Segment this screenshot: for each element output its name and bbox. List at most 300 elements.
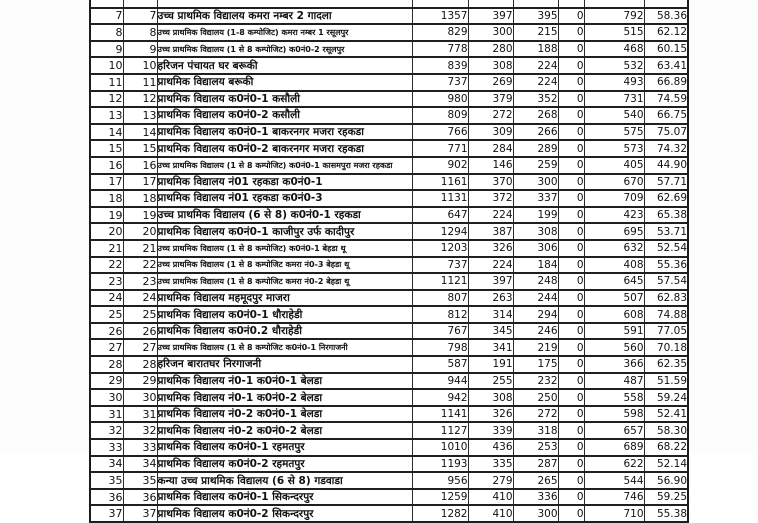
value-cell: 0 bbox=[558, 439, 584, 456]
value-cell: 0 bbox=[558, 422, 584, 439]
value-cell: 622 bbox=[584, 456, 644, 473]
value-cell: 1193 bbox=[412, 456, 468, 473]
value-cell: 244 bbox=[513, 290, 558, 307]
value-cell: 778 bbox=[412, 41, 468, 58]
value-cell: 645 bbox=[584, 273, 644, 290]
value-cell: 0 bbox=[558, 373, 584, 390]
value-cell: 345 bbox=[468, 323, 513, 340]
table-row bbox=[90, 505, 688, 522]
serial-number-repeat-cell: 20 bbox=[123, 223, 157, 240]
table-row bbox=[90, 91, 688, 108]
table-row bbox=[90, 456, 688, 473]
value-cell: 1161 bbox=[412, 174, 468, 191]
value-cell: 0 bbox=[558, 505, 584, 522]
value-cell: 70.18 bbox=[644, 339, 688, 356]
value-cell: 58.30 bbox=[644, 422, 688, 439]
value-cell: 0 bbox=[558, 323, 584, 340]
station-name-cell: प्राथमिक विद्यालय क0नं0-2 रहमतपुर bbox=[157, 456, 412, 473]
value-cell: 53.71 bbox=[644, 223, 688, 240]
serial-number-repeat-cell: 32 bbox=[123, 422, 157, 439]
station-name-cell: हरिजन बारातघर निरगाजनी bbox=[157, 356, 412, 373]
value-cell: 248 bbox=[513, 273, 558, 290]
value-cell: 410 bbox=[468, 489, 513, 506]
value-cell: 1259 bbox=[412, 489, 468, 506]
value-cell: 266 bbox=[513, 124, 558, 141]
table-row bbox=[90, 207, 688, 224]
value-cell: 263 bbox=[468, 290, 513, 307]
table-row bbox=[90, 174, 688, 191]
station-name-cell bbox=[157, 0, 412, 8]
value-cell: 55.38 bbox=[644, 505, 688, 522]
value-cell: 436 bbox=[468, 439, 513, 456]
value-cell: 980 bbox=[412, 91, 468, 108]
serial-number-repeat-cell: 31 bbox=[123, 406, 157, 423]
serial-number-cell: 35 bbox=[90, 472, 123, 489]
station-name-cell: प्राथमिक विद्यालय नं01 रहकडा क0नं0-1 bbox=[157, 174, 412, 191]
serial-number-cell: 16 bbox=[90, 157, 123, 174]
value-cell: 51.59 bbox=[644, 373, 688, 390]
value-cell: 265 bbox=[513, 472, 558, 489]
value-cell: 0 bbox=[558, 290, 584, 307]
serial-number-repeat-cell: 16 bbox=[123, 157, 157, 174]
value-cell: 318 bbox=[513, 422, 558, 439]
value-cell: 336 bbox=[513, 489, 558, 506]
serial-number-repeat-cell: 10 bbox=[123, 57, 157, 74]
serial-number-cell: 8 bbox=[90, 24, 123, 41]
table-row bbox=[90, 57, 688, 74]
value-cell: 188 bbox=[513, 41, 558, 58]
table-row bbox=[90, 373, 688, 390]
serial-number-repeat-cell: 24 bbox=[123, 290, 157, 307]
value-cell: 798 bbox=[412, 339, 468, 356]
serial-number-cell: 27 bbox=[90, 339, 123, 356]
value-cell: 59.24 bbox=[644, 389, 688, 406]
station-name-cell: प्राथमिक विद्यालय नं0-2 क0नं0-2 बेलडा bbox=[157, 422, 412, 439]
serial-number-repeat-cell: 19 bbox=[123, 207, 157, 224]
station-name-cell: प्राथमिक विद्यालय क0नं0-1 बाकरनगर मजरा रहकडा bbox=[157, 124, 412, 141]
value-cell: 632 bbox=[584, 240, 644, 257]
value-cell: 0 bbox=[558, 91, 584, 108]
value-cell: 0 bbox=[558, 190, 584, 207]
table-row bbox=[90, 8, 688, 25]
value-cell: 0 bbox=[558, 174, 584, 191]
serial-number-repeat-cell: 27 bbox=[123, 339, 157, 356]
serial-number-cell: 17 bbox=[90, 174, 123, 191]
value-cell: 62.12 bbox=[644, 24, 688, 41]
table-row bbox=[90, 422, 688, 439]
value-cell: 74.59 bbox=[644, 91, 688, 108]
value-cell: 279 bbox=[468, 472, 513, 489]
table-row bbox=[90, 439, 688, 456]
serial-number-repeat-cell: 30 bbox=[123, 389, 157, 406]
station-name-cell: हरिजन पंचायत घर बरूकी bbox=[157, 57, 412, 74]
value-cell: 956 bbox=[412, 472, 468, 489]
serial-number-cell: 19 bbox=[90, 207, 123, 224]
station-name-cell: उच्च प्राथमिक विद्यालय (1 से 8 कम्पोजिट क0नं0-1 निरगाजनी bbox=[157, 339, 412, 356]
value-cell: 387 bbox=[468, 223, 513, 240]
serial-number-cell: 12 bbox=[90, 91, 123, 108]
value-cell: 44.90 bbox=[644, 157, 688, 174]
station-name-cell: प्राथमिक विद्यालय क0नं0.2 धौराहेडी bbox=[157, 323, 412, 340]
value-cell: 269 bbox=[468, 74, 513, 91]
value-cell: 66.75 bbox=[644, 107, 688, 124]
station-name-cell: उच्च प्राथमिक विद्यालय (6 से 8) क0नं0-1 रहकडा bbox=[157, 207, 412, 224]
table-row bbox=[90, 24, 688, 41]
value-cell: 63.41 bbox=[644, 57, 688, 74]
value-cell: 731 bbox=[584, 91, 644, 108]
value-cell: 468 bbox=[584, 41, 644, 58]
station-name-cell: प्राथमिक विद्यालय क0नं0-1 काजीपुर उर्फ कादीपुर bbox=[157, 223, 412, 240]
value-cell: 0 bbox=[558, 57, 584, 74]
value-cell: 746 bbox=[584, 489, 644, 506]
value-cell: 224 bbox=[468, 207, 513, 224]
value-cell: 372 bbox=[468, 190, 513, 207]
serial-number-cell: 23 bbox=[90, 273, 123, 290]
serial-number-cell: 33 bbox=[90, 439, 123, 456]
table-row bbox=[90, 223, 688, 240]
value-cell: 560 bbox=[584, 339, 644, 356]
value-cell: 300 bbox=[513, 505, 558, 522]
serial-number-repeat-cell: 9 bbox=[123, 41, 157, 58]
value-cell: 0 bbox=[558, 74, 584, 91]
value-cell: 68.22 bbox=[644, 439, 688, 456]
serial-number-repeat-cell: 14 bbox=[123, 124, 157, 141]
station-name-cell: प्राथमिक विद्यालय क0नं0-1 धौराहेडी bbox=[157, 306, 412, 323]
value-cell: 544 bbox=[584, 472, 644, 489]
serial-number-cell: 11 bbox=[90, 74, 123, 91]
serial-number-repeat-cell: 23 bbox=[123, 273, 157, 290]
serial-number-repeat-cell: 13 bbox=[123, 107, 157, 124]
value-cell: 1141 bbox=[412, 406, 468, 423]
value-cell: 0 bbox=[558, 257, 584, 274]
serial-number-repeat-cell: 26 bbox=[123, 323, 157, 340]
serial-number-repeat-cell: 8 bbox=[123, 24, 157, 41]
serial-number-cell bbox=[90, 0, 123, 8]
value-cell: 232 bbox=[513, 373, 558, 390]
value-cell: 1121 bbox=[412, 273, 468, 290]
value-cell: 0 bbox=[558, 140, 584, 157]
station-name-cell: उच्च प्राथमिक विद्यालय (1 से 8 कम्पोजिट कमरा नं0-3 बेहडा थू bbox=[157, 257, 412, 274]
serial-number-cell: 32 bbox=[90, 422, 123, 439]
value-cell: 259 bbox=[513, 157, 558, 174]
value-cell: 532 bbox=[584, 57, 644, 74]
value-cell: 771 bbox=[412, 140, 468, 157]
value-cell: 0 bbox=[558, 472, 584, 489]
value-cell: 423 bbox=[584, 207, 644, 224]
value-cell: 0 bbox=[558, 157, 584, 174]
value-cell: 670 bbox=[584, 174, 644, 191]
value-cell: 52.54 bbox=[644, 240, 688, 257]
value-cell: 657 bbox=[584, 422, 644, 439]
serial-number-repeat-cell bbox=[123, 0, 157, 8]
value-cell: 272 bbox=[468, 107, 513, 124]
value-cell: 839 bbox=[412, 57, 468, 74]
value-cell: 0 bbox=[558, 207, 584, 224]
value-cell: 591 bbox=[584, 323, 644, 340]
serial-number-cell: 24 bbox=[90, 290, 123, 307]
value-cell: 709 bbox=[584, 190, 644, 207]
station-name-cell: उच्च प्राथमिक विद्यालय (1 से 8 कम्पोजिट कमरा नं0-2 बेहडा थू bbox=[157, 273, 412, 290]
value-cell: 52.14 bbox=[644, 456, 688, 473]
table-row bbox=[90, 0, 688, 8]
station-name-cell: प्राथमिक विद्यालय महमूदपुर माजरा bbox=[157, 290, 412, 307]
value-cell: 598 bbox=[584, 406, 644, 423]
value-cell: 308 bbox=[468, 57, 513, 74]
value-cell: 573 bbox=[584, 140, 644, 157]
value-cell: 272 bbox=[513, 406, 558, 423]
table-row bbox=[90, 74, 688, 91]
value-cell: 942 bbox=[412, 389, 468, 406]
value-cell: 56.90 bbox=[644, 472, 688, 489]
value-cell: 515 bbox=[584, 24, 644, 41]
serial-number-repeat-cell: 21 bbox=[123, 240, 157, 257]
table-row bbox=[90, 489, 688, 506]
value-cell: 250 bbox=[513, 389, 558, 406]
serial-number-repeat-cell: 25 bbox=[123, 306, 157, 323]
value-cell: 306 bbox=[513, 240, 558, 257]
station-name-cell: प्राथमिक विद्यालय क0नं0-2 कसौली bbox=[157, 107, 412, 124]
value-cell: 366 bbox=[584, 356, 644, 373]
value-cell: 575 bbox=[584, 124, 644, 141]
table-row bbox=[90, 190, 688, 207]
serial-number-cell: 25 bbox=[90, 306, 123, 323]
serial-number-cell: 29 bbox=[90, 373, 123, 390]
serial-number-cell: 9 bbox=[90, 41, 123, 58]
value-cell: 807 bbox=[412, 290, 468, 307]
serial-number-repeat-cell: 34 bbox=[123, 456, 157, 473]
value-cell: 408 bbox=[584, 257, 644, 274]
serial-number-cell: 26 bbox=[90, 323, 123, 340]
station-name-cell: प्राथमिक विद्यालय नं01 रहकडा क0नं0-3 bbox=[157, 190, 412, 207]
value-cell: 395 bbox=[513, 8, 558, 25]
value-cell: 74.32 bbox=[644, 140, 688, 157]
serial-number-repeat-cell: 29 bbox=[123, 373, 157, 390]
station-name-cell: प्राथमिक विद्यालय क0नं0-1 कसौली bbox=[157, 91, 412, 108]
station-name-cell: प्राथमिक विद्यालय क0नं0-2 सिकन्दरपुर bbox=[157, 505, 412, 522]
serial-number-repeat-cell: 11 bbox=[123, 74, 157, 91]
value-cell: 175 bbox=[513, 356, 558, 373]
value-cell bbox=[558, 0, 584, 8]
value-cell: 62.69 bbox=[644, 190, 688, 207]
value-cell: 253 bbox=[513, 439, 558, 456]
serial-number-repeat-cell: 15 bbox=[123, 140, 157, 157]
serial-number-cell: 15 bbox=[90, 140, 123, 157]
value-cell: 587 bbox=[412, 356, 468, 373]
value-cell: 405 bbox=[584, 157, 644, 174]
station-name-cell: प्राथमिक विद्यालय नं0-2 क0नं0-1 बेलडा bbox=[157, 406, 412, 423]
table-row bbox=[90, 290, 688, 307]
value-cell: 370 bbox=[468, 174, 513, 191]
table-row bbox=[90, 339, 688, 356]
station-name-cell: प्राथमिक विद्यालय नं0-1 क0नं0-1 बेलडा bbox=[157, 373, 412, 390]
serial-number-repeat-cell: 28 bbox=[123, 356, 157, 373]
serial-number-repeat-cell: 18 bbox=[123, 190, 157, 207]
value-cell bbox=[468, 0, 513, 8]
value-cell: 300 bbox=[468, 24, 513, 41]
value-cell: 0 bbox=[558, 24, 584, 41]
table-row bbox=[90, 140, 688, 157]
table-body bbox=[90, 0, 688, 522]
value-cell: 341 bbox=[468, 339, 513, 356]
value-cell bbox=[584, 0, 644, 8]
value-cell: 540 bbox=[584, 107, 644, 124]
value-cell: 812 bbox=[412, 306, 468, 323]
value-cell: 335 bbox=[468, 456, 513, 473]
station-name-cell: उच्च प्राथमिक विद्यालय (1 से 8 कम्पोजिट) क0नं0-1 बेहडा थू bbox=[157, 240, 412, 257]
value-cell: 0 bbox=[558, 389, 584, 406]
value-cell: 487 bbox=[584, 373, 644, 390]
value-cell: 224 bbox=[513, 74, 558, 91]
value-cell: 410 bbox=[468, 505, 513, 522]
table-row bbox=[90, 472, 688, 489]
value-cell bbox=[412, 0, 468, 8]
value-cell: 224 bbox=[468, 257, 513, 274]
serial-number-cell: 34 bbox=[90, 456, 123, 473]
polling-station-table bbox=[89, 0, 689, 523]
value-cell: 219 bbox=[513, 339, 558, 356]
value-cell: 289 bbox=[513, 140, 558, 157]
value-cell: 695 bbox=[584, 223, 644, 240]
value-cell: 397 bbox=[468, 273, 513, 290]
station-name-cell: उच्च प्राथमिक विद्यालय कमरा नम्बर 2 गादला bbox=[157, 8, 412, 25]
value-cell: 74.88 bbox=[644, 306, 688, 323]
value-cell bbox=[644, 0, 688, 8]
value-cell: 268 bbox=[513, 107, 558, 124]
serial-number-cell: 10 bbox=[90, 57, 123, 74]
value-cell: 0 bbox=[558, 306, 584, 323]
value-cell: 507 bbox=[584, 290, 644, 307]
value-cell: 737 bbox=[412, 74, 468, 91]
serial-number-repeat-cell: 36 bbox=[123, 489, 157, 506]
value-cell: 308 bbox=[513, 223, 558, 240]
table-row bbox=[90, 323, 688, 340]
value-cell: 0 bbox=[558, 456, 584, 473]
value-cell: 77.05 bbox=[644, 323, 688, 340]
value-cell: 55.36 bbox=[644, 257, 688, 274]
value-cell: 326 bbox=[468, 240, 513, 257]
station-name-cell: उच्च प्राथमिक विद्यालय (1 से 8 कम्पोजिट) क0नं0-2 रसूलपुर bbox=[157, 41, 412, 58]
value-cell: 1131 bbox=[412, 190, 468, 207]
value-cell: 0 bbox=[558, 406, 584, 423]
value-cell: 314 bbox=[468, 306, 513, 323]
value-cell: 558 bbox=[584, 389, 644, 406]
station-name-cell: प्राथमिक विद्यालय क0नं0-1 रहमतपुर bbox=[157, 439, 412, 456]
value-cell: 1294 bbox=[412, 223, 468, 240]
value-cell: 287 bbox=[513, 456, 558, 473]
value-cell: 0 bbox=[558, 356, 584, 373]
value-cell: 0 bbox=[558, 240, 584, 257]
table-row bbox=[90, 389, 688, 406]
value-cell: 191 bbox=[468, 356, 513, 373]
value-cell: 0 bbox=[558, 223, 584, 240]
serial-number-cell: 20 bbox=[90, 223, 123, 240]
value-cell: 308 bbox=[468, 389, 513, 406]
value-cell: 1203 bbox=[412, 240, 468, 257]
station-name-cell: प्राथमिक विद्यालय क0नं0-2 बाकरनगर मजरा रहकडा bbox=[157, 140, 412, 157]
table-row bbox=[90, 356, 688, 373]
station-name-cell: प्राथमिक विद्यालय क0नं0-1 सिकन्दरपुर bbox=[157, 489, 412, 506]
value-cell: 59.25 bbox=[644, 489, 688, 506]
serial-number-cell: 22 bbox=[90, 257, 123, 274]
value-cell: 58.36 bbox=[644, 8, 688, 25]
serial-number-cell: 31 bbox=[90, 406, 123, 423]
value-cell: 1127 bbox=[412, 422, 468, 439]
station-name-cell: कन्या उच्च प्राथमिक विद्यालय (6 से 8) गडवाडा bbox=[157, 472, 412, 489]
table-row bbox=[90, 124, 688, 141]
value-cell: 829 bbox=[412, 24, 468, 41]
value-cell: 65.38 bbox=[644, 207, 688, 224]
value-cell: 766 bbox=[412, 124, 468, 141]
value-cell: 280 bbox=[468, 41, 513, 58]
value-cell: 309 bbox=[468, 124, 513, 141]
serial-number-cell: 14 bbox=[90, 124, 123, 141]
value-cell: 66.89 bbox=[644, 74, 688, 91]
value-cell: 60.15 bbox=[644, 41, 688, 58]
serial-number-repeat-cell: 17 bbox=[123, 174, 157, 191]
value-cell: 326 bbox=[468, 406, 513, 423]
serial-number-repeat-cell: 22 bbox=[123, 257, 157, 274]
value-cell: 397 bbox=[468, 8, 513, 25]
serial-number-repeat-cell: 12 bbox=[123, 91, 157, 108]
value-cell: 294 bbox=[513, 306, 558, 323]
value-cell: 0 bbox=[558, 41, 584, 58]
value-cell: 0 bbox=[558, 124, 584, 141]
value-cell: 689 bbox=[584, 439, 644, 456]
station-name-cell: प्राथमिक विद्यालय बरूकी bbox=[157, 74, 412, 91]
value-cell: 1282 bbox=[412, 505, 468, 522]
value-cell: 255 bbox=[468, 373, 513, 390]
serial-number-cell: 37 bbox=[90, 505, 123, 522]
value-cell: 300 bbox=[513, 174, 558, 191]
table-row bbox=[90, 406, 688, 423]
table-row bbox=[90, 157, 688, 174]
station-name-cell: उच्च प्राथमिक विद्यालय (1 से 8 कम्पोजिट) क0नं0-1 कासमपुरा मजरा रहकडा bbox=[157, 157, 412, 174]
serial-number-cell: 21 bbox=[90, 240, 123, 257]
value-cell: 246 bbox=[513, 323, 558, 340]
serial-number-repeat-cell: 7 bbox=[123, 8, 157, 25]
value-cell: 767 bbox=[412, 323, 468, 340]
value-cell: 0 bbox=[558, 339, 584, 356]
station-name-cell: उच्च प्राथमिक विद्यालय (1-8 कम्पोजिट) कमरा नम्बर 1 रसूलपुर bbox=[157, 24, 412, 41]
station-name-cell: प्राथमिक विद्यालय नं0-1 क0नं0-2 बेलडा bbox=[157, 389, 412, 406]
table-row bbox=[90, 240, 688, 257]
value-cell: 57.71 bbox=[644, 174, 688, 191]
serial-number-cell: 18 bbox=[90, 190, 123, 207]
value-cell: 52.41 bbox=[644, 406, 688, 423]
value-cell: 62.83 bbox=[644, 290, 688, 307]
value-cell: 608 bbox=[584, 306, 644, 323]
value-cell: 352 bbox=[513, 91, 558, 108]
value-cell: 62.35 bbox=[644, 356, 688, 373]
serial-number-cell: 30 bbox=[90, 389, 123, 406]
value-cell bbox=[513, 0, 558, 8]
serial-number-repeat-cell: 37 bbox=[123, 505, 157, 522]
value-cell: 0 bbox=[558, 107, 584, 124]
value-cell: 902 bbox=[412, 157, 468, 174]
value-cell: 792 bbox=[584, 8, 644, 25]
serial-number-cell: 36 bbox=[90, 489, 123, 506]
value-cell: 1357 bbox=[412, 8, 468, 25]
value-cell: 215 bbox=[513, 24, 558, 41]
value-cell: 1010 bbox=[412, 439, 468, 456]
value-cell: 0 bbox=[558, 8, 584, 25]
serial-number-cell: 7 bbox=[90, 8, 123, 25]
value-cell: 647 bbox=[412, 207, 468, 224]
value-cell: 0 bbox=[558, 489, 584, 506]
value-cell: 184 bbox=[513, 257, 558, 274]
value-cell: 737 bbox=[412, 257, 468, 274]
table-row bbox=[90, 257, 688, 274]
